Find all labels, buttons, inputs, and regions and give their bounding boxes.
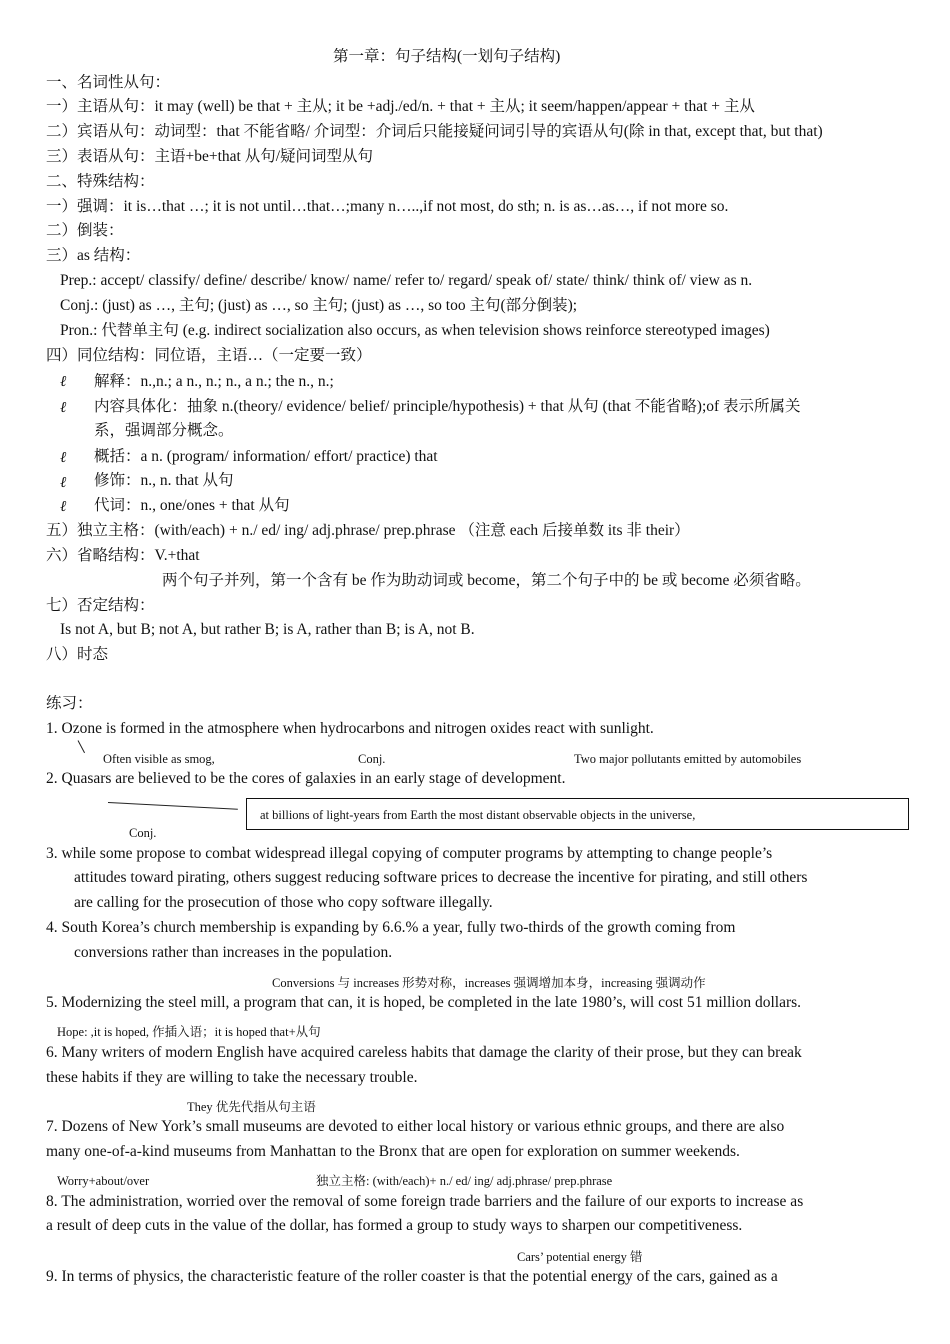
- exercise-1-note-conj: Conj.: [358, 752, 386, 766]
- appositive-item-pronoun: 代词：n., one/ones + that 从句: [94, 497, 290, 514]
- exercise-9: 9. In terms of physics, the characteristic feature of the roller coaster is that the potential energy of the cars, gained as a: [46, 1268, 778, 1285]
- object-clause-line: 二）宾语从句：动词型：that 不能省略/ 介词型：介词后只能接疑问词引导的宾语从句(除 in that, except that, but that): [46, 123, 823, 140]
- section-heading-noun-clauses: 一、名词性从句：: [46, 74, 171, 91]
- page-title: 第一章：句子结构(一划句子结构): [333, 48, 561, 65]
- appositive-line: 四）同位结构：同位语，主语…（一定要一致）: [46, 347, 372, 364]
- exercise-6-note: They 优先代指从句主语: [187, 1100, 316, 1114]
- exercise-3-cont: are calling for the prosecution of those who copy software illegally.: [74, 894, 493, 911]
- bullet-icon: ℓ: [60, 400, 67, 416]
- exercise-4: 4. South Korea’s church membership is expanding by 6.6.% a year, fully two-thirds of the growth coming from: [46, 919, 736, 936]
- exercise-2-note: at billions of light-years from Earth the most distant observable objects in the universe,: [260, 808, 696, 822]
- as-prep-line: Prep.: accept/ classify/ define/ describe/ know/ name/ refer to/ regard/ speak of/ state/ think/ think of/ view as n.: [60, 272, 753, 289]
- bullet-icon: ℓ: [60, 499, 67, 515]
- exercise-5-note: Hope: ,it is hoped, 作插入语；it is hoped that+从句: [57, 1025, 321, 1039]
- as-structure-line: 三）as 结构：: [46, 247, 141, 264]
- appositive-item-explain: 解释：n.,n.; a n., n.; n., a n.; the n., n.;: [94, 373, 334, 390]
- absolute-construction-line: 五）独立主格：(with/each) + n./ ed/ ing/ adj.phrase/ prep.phrase （注意 each 后接单数 its 非 their）: [46, 522, 690, 539]
- exercise-4-cont: conversions rather than increases in the population.: [74, 944, 393, 961]
- exercise-9-note: Cars’ potential energy 错: [517, 1250, 643, 1264]
- exercise-3-cont: attitudes toward pirating, others suggest reducing software prices to decrease the incentive for pirating, and still others: [74, 869, 808, 886]
- exercise-7: 7. Dozens of New York’s small museums are devoted to either local history or various ethnic groups, and there are also: [46, 1118, 785, 1135]
- exercise-8-note-worry: Worry+about/over: [57, 1174, 150, 1188]
- exercise-1-note-pollutants: Two major pollutants emitted by automobiles: [574, 752, 802, 766]
- predicative-clause-line: 三）表语从句：主语+be+that 从句/疑问词型从句: [46, 148, 374, 165]
- appositive-item-modify: 修饰：n., n. that 从句: [94, 472, 234, 489]
- ellipsis-line: 六）省略结构：V.+that: [46, 547, 200, 564]
- bullet-icon: ℓ: [60, 475, 67, 491]
- exercise-1: 1. Ozone is formed in the atmosphere when hydrocarbons and nitrogen oxides react with sunlight.: [46, 720, 654, 737]
- emphasis-line: 一）强调：it is…that …; it is not until…that…;many n…..,if not most, do sth; n. is as…as…, if not more so.: [46, 198, 729, 215]
- exercise-heading: 练习：: [46, 695, 93, 712]
- exercise-8-note-absolute: 独立主格: (with/each)+ n./ ed/ ing/ adj.phrase/ prep.phrase: [316, 1174, 613, 1188]
- negation-line: 七）否定结构：: [46, 597, 155, 614]
- inversion-line: 二）倒装：: [46, 222, 124, 239]
- exercise-8-cont: a result of deep cuts in the value of the dollar, has formed a group to study ways to sharpen our competitiveness.: [46, 1217, 743, 1234]
- ellipsis-note: 两个句子并列，第一个含有 be 作为助动词或 become，第二个句子中的 be 或 become 必须省略。: [162, 572, 811, 589]
- exercise-6-cont: these habits if they are willing to take the necessary trouble.: [46, 1069, 418, 1086]
- exercise-2-note-box: [246, 798, 909, 830]
- appositive-item-specify: 内容具体化：抽象 n.(theory/ evidence/ belief/ principle/hypothesis) + that 从句 (that 不能省略);of 表示所属关: [94, 398, 801, 415]
- negation-note: Is not A, but B; not A, but rather B; is A, rather than B; is A, not B.: [60, 621, 475, 638]
- as-pron-line: Pron.: 代替单主句 (e.g. indirect socialization also occurs, as when television shows reinforce stereotyped images): [60, 322, 770, 339]
- exercise-1-note-appositive: Often visible as smog,: [103, 752, 215, 766]
- exercise-3: 3. while some propose to combat widespread illegal copying of computer programs by attempting to change people’s: [46, 845, 773, 862]
- exercise-2-note-conj: Conj.: [129, 826, 157, 840]
- exercise-4-note: Conversions 与 increases 形势对称，increases 强调增加本身，increasing 强调动作: [272, 976, 706, 990]
- bullet-icon: ℓ: [60, 450, 67, 466]
- subject-clause-line: 一）主语从句：it may (well) be that + 主从; it be +adj./ed/n. + that + 主从; it seem/happen/appear + that + 主从: [46, 98, 755, 115]
- exercise-7-cont: many one-of-a-kind museums from Manhattan to the Bronx that are open for exploration on summer weekends.: [46, 1143, 740, 1160]
- tense-line: 八）时态: [46, 646, 109, 663]
- exercise-2: 2. Quasars are believed to be the cores of galaxies in an early stage of development.: [46, 770, 566, 787]
- annotation-underline: [108, 802, 238, 810]
- appositive-item-specify-cont: 系，强调部分概念。: [94, 422, 234, 439]
- as-conj-line: Conj.: (just) as …, 主句; (just) as …, so 主句; (just) as …, so too 主句(部分倒装);: [60, 297, 578, 314]
- annotation-mark: [78, 740, 85, 753]
- exercise-6: 6. Many writers of modern English have acquired careless habits that damage the clarity of their prose, but they can break: [46, 1044, 802, 1061]
- appositive-item-summary: 概括：a n. (program/ information/ effort/ practice) that: [94, 448, 438, 465]
- exercise-5: 5. Modernizing the steel mill, a program that can, it is hoped, be completed in the late 1980’s, will cost 51 million dollars.: [46, 994, 802, 1011]
- exercise-8: 8. The administration, worried over the removal of some foreign trade barriers and the failure of our exports to increase as: [46, 1193, 804, 1210]
- section-heading-special-structures: 二、特殊结构：: [46, 173, 155, 190]
- bullet-icon: ℓ: [60, 374, 67, 390]
